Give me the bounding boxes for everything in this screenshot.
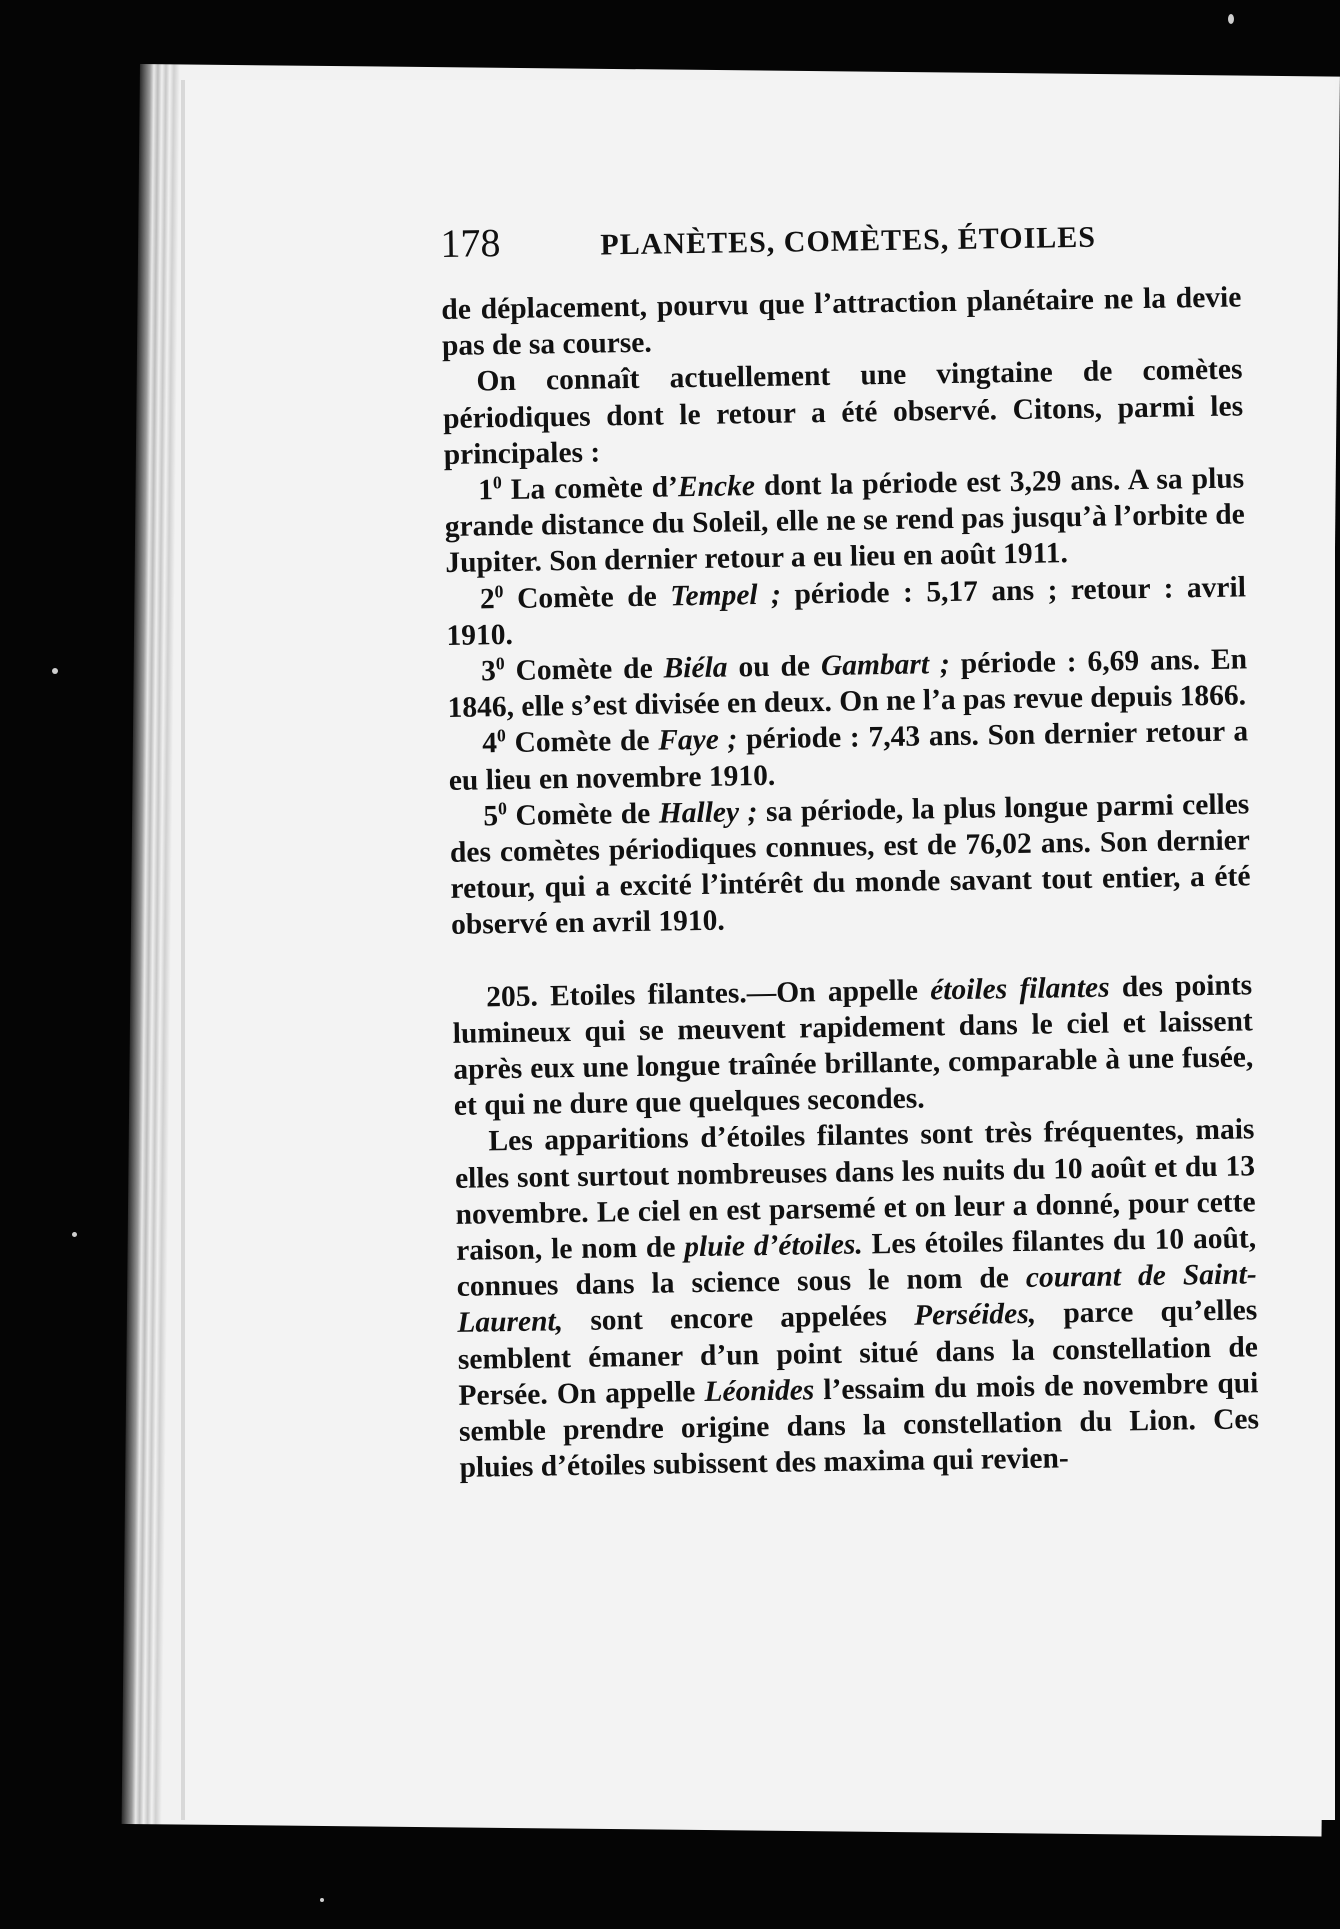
italic-term: Encke bbox=[677, 470, 756, 504]
text-run: période : 5,17 ans ; retour : avril 1910. bbox=[446, 571, 1247, 652]
page-number: 178 bbox=[440, 220, 501, 266]
text-run: On connaît actuellement une vingtaine de comètes périodiques dont le retour a été observé. Citons, parmi les principales : bbox=[442, 353, 1244, 471]
paragraph-p8 bbox=[452, 967, 1254, 1124]
page-content bbox=[440, 207, 1260, 1486]
text-run: 2 bbox=[479, 582, 495, 616]
ordinal-superscript: 0 bbox=[497, 798, 507, 819]
ordinal-superscript: 0 bbox=[494, 580, 504, 601]
paragraph-p6 bbox=[448, 714, 1249, 799]
italic-term: courant de Saint-Laurent, bbox=[457, 1258, 1257, 1340]
italic-term: Biéla bbox=[663, 651, 728, 685]
text-run: l’essaim du mois de novembre qui semble prendre origine dans la constellation du Lion. Ces pluies d’étoiles subissent des maxima qui revien- bbox=[458, 1367, 1260, 1485]
italic-term: Perséides, bbox=[913, 1298, 1037, 1333]
text-run: Comète de bbox=[506, 797, 660, 832]
italic-term: Tempel ; bbox=[669, 578, 782, 613]
text-run: Les apparitions d’étoiles filantes sont très fréquentes, mais elles sont surtout nombreuses dans les nuits du 10 août et du 13 novembre. Le ciel en est parsemé et on leur a donné, pour cette raison, le nom de bbox=[454, 1113, 1256, 1267]
italic-term: étoiles filantes bbox=[929, 971, 1110, 1007]
text-run: sont encore appelées bbox=[562, 1300, 915, 1338]
text-run: Comète de bbox=[504, 652, 664, 688]
running-head: PLANÈTES, COMÈTES, ÉTOILES bbox=[600, 220, 1097, 262]
text-run: période : 6,69 ans. En 1846, elle s’est divisée en deux. On ne l’a pas revue depuis 1866. bbox=[447, 643, 1248, 725]
italic-term: pluie d’étoiles. bbox=[684, 1228, 864, 1264]
text-run: Les étoiles filantes du 10 août, connues dans la science sous le nom de bbox=[456, 1222, 1257, 1304]
italic-term: Gambart ; bbox=[820, 648, 951, 683]
text-run: ou de bbox=[727, 650, 822, 684]
italic-term: Léonides bbox=[704, 1374, 815, 1408]
text-run: La comète d’ bbox=[501, 471, 679, 507]
text-run: 3 bbox=[480, 655, 497, 688]
paragraph-p2 bbox=[442, 352, 1244, 473]
paragraph-p1 bbox=[441, 279, 1242, 364]
text-run: de déplacement, pourvu que l’attraction planétaire ne la devie pas de sa course. bbox=[441, 281, 1242, 363]
page-header bbox=[440, 207, 1241, 292]
text-run: Comète de bbox=[505, 725, 659, 760]
ordinal-superscript: 0 bbox=[495, 653, 505, 674]
italic-term: Halley ; bbox=[658, 795, 758, 830]
paragraph-p9 bbox=[454, 1112, 1260, 1487]
text-run: parce qu’elles semblent émaner d’un point situé dans la constellation de Persée. On appelle bbox=[457, 1294, 1259, 1412]
ordinal-superscript: 0 bbox=[492, 472, 502, 493]
text-run: 205. bbox=[485, 980, 551, 1014]
ordinal-superscript: 0 bbox=[496, 725, 506, 746]
text-run: 5 bbox=[483, 800, 499, 833]
paragraph-p3 bbox=[444, 460, 1246, 581]
paragraph-p5 bbox=[447, 641, 1248, 726]
italic-term: Faye ; bbox=[657, 723, 738, 758]
section-title: Etoiles filantes. bbox=[549, 976, 747, 1013]
paragraph-p4 bbox=[446, 569, 1247, 654]
text-run: dont la période est 3,29 ans. A sa plus grande distance du Soleil, elle ne se rend pas jusqu’à l’orbite de Jupiter. Son dernier retour a eu lieu en août 1911. bbox=[444, 462, 1245, 580]
text-run: sa période, la plus longue parmi celles des comètes périodiques connues, est de 76,02 ans. Son dernier retour, qui a excité l’intérêt du monde savant tout entier, a été observé en avril 1910. bbox=[449, 788, 1251, 942]
text-run: 1 bbox=[478, 474, 494, 507]
paragraph-p7 bbox=[449, 786, 1251, 943]
text-run: des points lumineux qui se meuvent rapidement dans le ciel et laissent après eux une longue traînée brillante, comparable à une fusée, et qui ne dure que quelques secondes. bbox=[452, 968, 1254, 1123]
text-run: —On appelle bbox=[746, 974, 931, 1009]
text-run: période : 7,43 ans. Son dernier retour a eu lieu en novembre 1910. bbox=[448, 715, 1249, 797]
text-run: Comète de bbox=[503, 580, 671, 615]
body-text bbox=[441, 279, 1260, 1486]
text-run: 4 bbox=[481, 727, 498, 760]
